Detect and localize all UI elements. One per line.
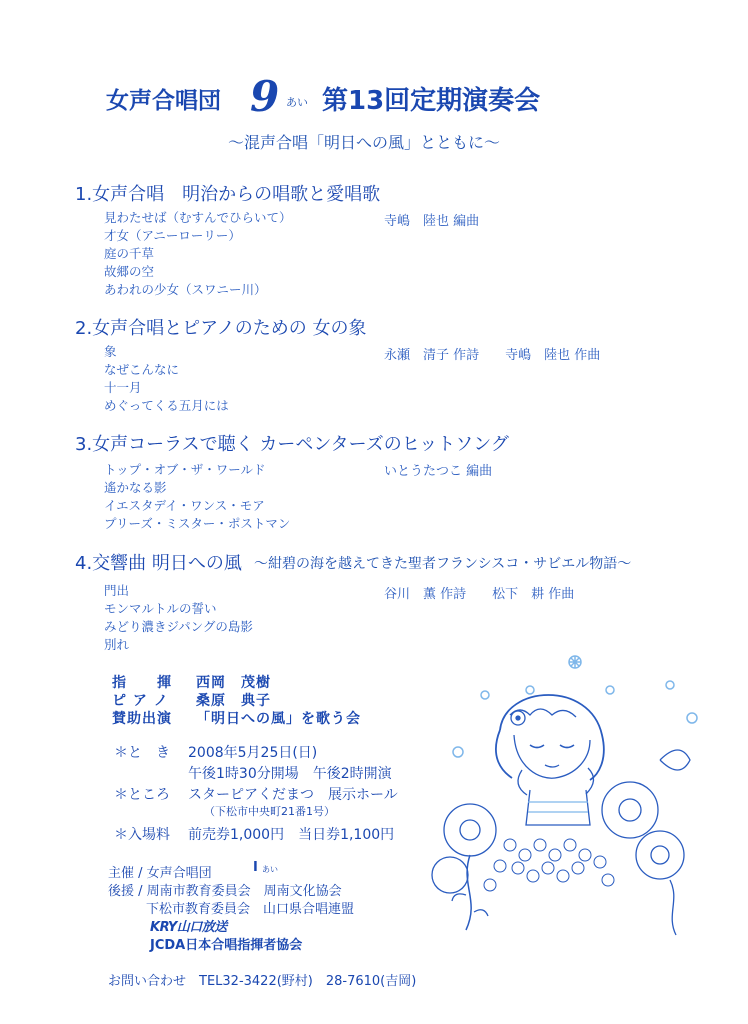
support-line-2: 下松市教育委員会 山口県合唱連盟 — [146, 902, 355, 917]
concert-subtitle: 〜混声合唱「明日への風」とともに〜 — [228, 133, 501, 152]
guest-name: 「明日への風」を歌う会 — [196, 711, 361, 727]
choir-logo-reading: あい — [286, 96, 308, 109]
program-item: モンマルトルの誓い — [104, 601, 217, 616]
program-item: あわれの少女（スワニー川） — [104, 282, 267, 297]
event-place: スターピアくだまつ 展示ホール — [188, 787, 398, 803]
flower-icon — [432, 782, 684, 893]
section-3-credit: いとうたつこ 編曲 — [384, 464, 493, 479]
kry-logo: KRY山口放送 — [150, 920, 227, 935]
program-item: 才女（アニーローリー） — [104, 228, 241, 243]
event-fee: 前売券1,000円 当日券1,100円 — [188, 827, 395, 843]
program-item: 故郷の空 — [104, 264, 155, 279]
choir-name: 女声合唱団 — [106, 88, 221, 114]
section-2-title: 2.女声合唱とピアノのための 女の象 — [75, 318, 367, 339]
guest-role: 賛助出演 — [112, 711, 172, 727]
host-logo-reading: あい — [262, 865, 278, 874]
jcda-logo: JCDA日本合唱指揮者協会 — [150, 938, 303, 953]
fee-label: ＊入場料 — [114, 827, 170, 843]
hair-flower-icon — [511, 711, 525, 725]
girl-flower-illustration — [430, 640, 730, 940]
section-4-credit: 谷川 薫 作詩 松下 耕 作曲 — [384, 587, 575, 602]
program-item: プリーズ・ミスター・ポストマン — [104, 516, 291, 531]
program-item: みどり濃きジパングの島影 — [104, 619, 253, 634]
host-logo: I — [253, 860, 258, 875]
choir-logo: 9 — [250, 72, 280, 121]
conductor-name: 西岡 茂樹 — [196, 675, 271, 691]
pianist-name: 桑原 典子 — [196, 693, 271, 709]
section-2-credit: 永瀬 清子 作詩 寺嶋 陸也 作曲 — [384, 348, 601, 363]
section-4-subtitle: 〜紺碧の海を越えてきた聖者フランシスコ・サビエル物語〜 — [254, 556, 632, 572]
conductor-role: 指 揮 — [112, 675, 172, 691]
section-4-title: 4.交響曲 明日への風 — [75, 553, 242, 574]
program-item: 庭の千草 — [104, 246, 155, 261]
contact-info: お問い合わせ TEL32-3422(野村) 28-7610(吉岡) — [108, 974, 417, 989]
place-label: ＊ところ — [114, 787, 170, 803]
snowflake-icon — [453, 656, 697, 757]
program-item: 象 — [104, 344, 117, 359]
section-3-title: 3.女声コーラスで聴く カーペンターズのヒットソング — [75, 434, 509, 455]
concert-title: 第13回定期演奏会 — [322, 86, 541, 116]
host: 主催 / 女声合唱団 — [108, 866, 212, 881]
program-item: 見わたせば（むすんでひらいて） — [104, 210, 292, 225]
program-item: 別れ — [104, 637, 130, 652]
support-line-1: 後援 / 周南市教育委員会 周南文化協会 — [108, 884, 342, 899]
section-1-credit: 寺嶋 陸也 編曲 — [384, 214, 480, 229]
program-item: めぐってくる五月には — [104, 398, 229, 413]
section-1-title: 1.女声合唱 明治からの唱歌と愛唱歌 — [75, 184, 381, 205]
event-address: （下松市中央町21番1号） — [204, 805, 335, 818]
date-label: ＊と き — [114, 745, 170, 761]
pianist-role: ピ ア ノ — [112, 693, 169, 709]
program-item: なぜこんなに — [104, 362, 180, 377]
program-item: 十一月 — [104, 380, 142, 395]
event-times: 午後1時30分開場 午後2時開演 — [188, 766, 392, 782]
program-item: イエスタデイ・ワンス・モア — [104, 498, 265, 513]
program-item: トップ・オブ・ザ・ワールド — [104, 462, 266, 477]
program-item: 門出 — [104, 583, 130, 598]
event-date: 2008年5月25日(日) — [188, 745, 318, 761]
program-item: 遙かなる影 — [104, 480, 167, 495]
